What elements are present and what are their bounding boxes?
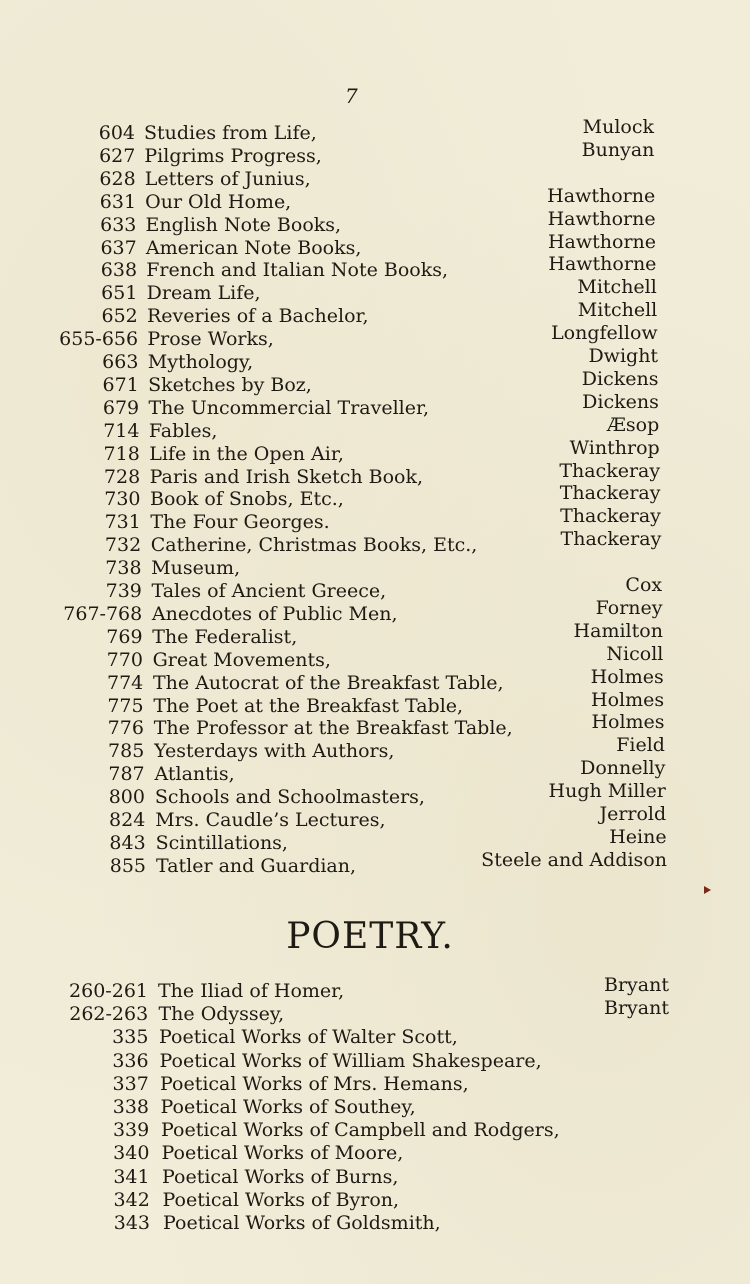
item-title: The Professor at the Breakfast Table, (153, 717, 513, 740)
item-number: 769 (106, 625, 143, 648)
item-author: Thackeray (559, 482, 661, 505)
item-title: Dream Life, (146, 282, 261, 305)
item-number: 336 (112, 1049, 149, 1072)
item-number: 679 (102, 396, 140, 419)
item-author: Mitchell (577, 299, 658, 322)
item-author: Thackeray (559, 459, 661, 482)
item-title: Poetical Works of Byron, (162, 1188, 400, 1211)
item-title: French and Italian Note Books, (146, 259, 449, 282)
item-author: Hawthorne (547, 207, 656, 230)
item-number: 655-656 (59, 328, 139, 351)
item-number: 767-768 (63, 602, 143, 625)
list-item (0, 1212, 750, 1235)
item-title: Our Old Home, (145, 190, 292, 213)
item-number: 628 (99, 167, 136, 190)
item-number: 671 (102, 373, 139, 396)
item-number: 732 (104, 534, 142, 557)
item-author: Longfellow (551, 322, 658, 345)
item-title: Mythology, (147, 351, 254, 373)
item-author: Holmes (591, 688, 665, 711)
list-item (0, 1166, 750, 1189)
item-number: 770 (106, 648, 143, 671)
item-title: Poetical Works of Campbell and Rodgers, (161, 1119, 560, 1142)
item-title: The Federalist, (152, 625, 298, 648)
item-number: 739 (105, 580, 142, 602)
item-author: Cox (625, 574, 663, 596)
item-title: Poetical Works of Burns, (162, 1165, 399, 1188)
list-item (0, 1119, 750, 1142)
item-number: 341 (113, 1165, 150, 1188)
item-number: 774 (106, 671, 144, 694)
item-author: Heine (609, 825, 667, 848)
item-number: 843 (109, 831, 146, 854)
item-title: Anecdotes of Public Men, (151, 602, 398, 625)
item-author: Hamilton (573, 619, 663, 642)
item-title: Poetical Works of Southey, (160, 1096, 416, 1118)
item-number: 663 (102, 351, 139, 373)
item-author: Mulock (582, 116, 654, 138)
item-title: American Note Books, (145, 236, 362, 259)
item-number: 604 (98, 122, 135, 144)
item-number: 730 (104, 488, 141, 511)
item-title: Yesterdays with Authors, (154, 740, 395, 763)
item-title: The Poet at the Breakfast Table, (153, 694, 464, 717)
item-number: 652 (101, 305, 138, 328)
item-title: Sketches by Boz, (148, 373, 312, 396)
item-author: Hawthorne (548, 253, 657, 276)
item-number: 718 (103, 442, 140, 465)
item-title: Life in the Open Air, (149, 442, 344, 465)
item-title: Prose Works, (147, 328, 274, 351)
item-number: 728 (103, 465, 141, 488)
item-title: Studies from Life, (144, 122, 317, 144)
item-number: 651 (101, 282, 138, 305)
list-item (0, 1073, 750, 1096)
item-title: The Autocrat of the Breakfast Table, (153, 671, 504, 694)
item-number: 631 (99, 190, 137, 213)
item-title: Catherine, Christmas Books, Etc., (150, 534, 478, 557)
item-number: 824 (109, 809, 146, 831)
item-number: 340 (113, 1142, 150, 1165)
item-title: Book of Snobs, Etc., (150, 488, 344, 511)
item-title: The Four Georges. (150, 511, 330, 534)
item-title: Scintillations, (155, 831, 288, 854)
item-number: 633 (100, 213, 137, 236)
item-title: The Uncommercial Traveller, (148, 396, 430, 419)
list-item (0, 848, 750, 878)
list-item (0, 1050, 750, 1073)
item-number: 738 (105, 557, 142, 580)
item-author: Field (616, 734, 665, 757)
item-number: 337 (112, 1072, 149, 1095)
item-author: Forney (595, 596, 663, 619)
section-heading-text: POETRY. (286, 916, 454, 957)
item-author: Bunyan (581, 138, 655, 161)
item-author: Hugh Miller (548, 780, 666, 803)
item-title: The Iliad of Homer, (158, 980, 345, 1002)
item-number: 800 (108, 786, 145, 809)
list-item (0, 997, 750, 1026)
item-author: Thackeray (560, 505, 661, 528)
item-author: Holmes (591, 711, 665, 734)
item-number: 785 (108, 740, 145, 763)
item-number: 343 (113, 1212, 150, 1234)
item-title: The Odyssey, (158, 1003, 285, 1026)
item-author: Donnelly (580, 757, 666, 780)
item-author: Bryant (604, 974, 669, 996)
item-number: 627 (99, 144, 136, 167)
page-number: 7 (345, 84, 358, 108)
list-item (0, 1026, 750, 1049)
item-author: Dickens (581, 367, 659, 390)
item-number: 262-263 (69, 1003, 149, 1026)
list-item (0, 1096, 750, 1119)
item-title: Tatler and Guardian, (156, 854, 357, 877)
item-title: Mrs. Caudle’s Lectures, (155, 809, 386, 831)
item-author: Hawthorne (547, 184, 656, 207)
item-number: 731 (104, 511, 141, 534)
item-title: Great Movements, (152, 648, 331, 671)
item-author: Æsop (606, 413, 660, 436)
item-title: Pilgrims Progress, (144, 144, 322, 167)
item-number: 637 (100, 236, 137, 259)
item-author: Dwight (588, 345, 659, 367)
item-number: 787 (108, 763, 145, 786)
item-number: 855 (109, 854, 146, 877)
item-title: Poetical Works of Walter Scott, (159, 1026, 458, 1049)
item-title: Museum, (151, 557, 241, 580)
item-author: Thackeray (560, 528, 662, 551)
item-title: Paris and Irish Sketch Book, (149, 465, 424, 488)
item-number: 776 (107, 717, 144, 740)
item-number: 338 (112, 1096, 149, 1118)
item-number: 339 (112, 1119, 150, 1142)
item-author: Dickens (582, 390, 659, 413)
item-number: 775 (107, 694, 144, 717)
item-number: 714 (103, 419, 140, 442)
item-author: Mitchell (577, 276, 657, 299)
item-title: Poetical Works of Goldsmith, (163, 1212, 441, 1234)
item-title: Fables, (148, 419, 218, 442)
list-item (0, 138, 750, 168)
item-title: English Note Books, (145, 213, 342, 236)
item-title: Poetical Works of Moore, (161, 1142, 404, 1165)
section-heading (0, 916, 750, 957)
item-author: Bryant (604, 997, 669, 1020)
item-title: Atlantis, (154, 763, 235, 786)
item-author: Nicoll (606, 642, 664, 665)
item-author: Hawthorne (547, 230, 657, 253)
item-number: 335 (112, 1026, 149, 1049)
item-author: Winthrop (569, 436, 660, 459)
margin-arrow-icon (704, 886, 711, 894)
list-item (0, 1189, 750, 1212)
item-title: Poetical Works of Mrs. Hemans, (160, 1072, 469, 1095)
item-title: Schools and Schoolmasters, (154, 786, 425, 809)
item-number: 260-261 (69, 980, 148, 1002)
item-author: Holmes (590, 665, 664, 688)
item-author: Jerrold (599, 803, 667, 825)
item-number: 342 (113, 1188, 150, 1211)
item-title: Poetical Works of William Shakespeare, (159, 1049, 542, 1072)
item-title: Letters of Junius, (144, 167, 311, 190)
list-item (0, 528, 750, 557)
item-author: Steele and Addison (481, 848, 667, 871)
list-item (0, 1142, 750, 1165)
item-title: Reveries of a Bachelor, (147, 305, 369, 328)
item-number: 638 (100, 259, 138, 282)
item-title: Tales of Ancient Greece, (151, 580, 387, 602)
